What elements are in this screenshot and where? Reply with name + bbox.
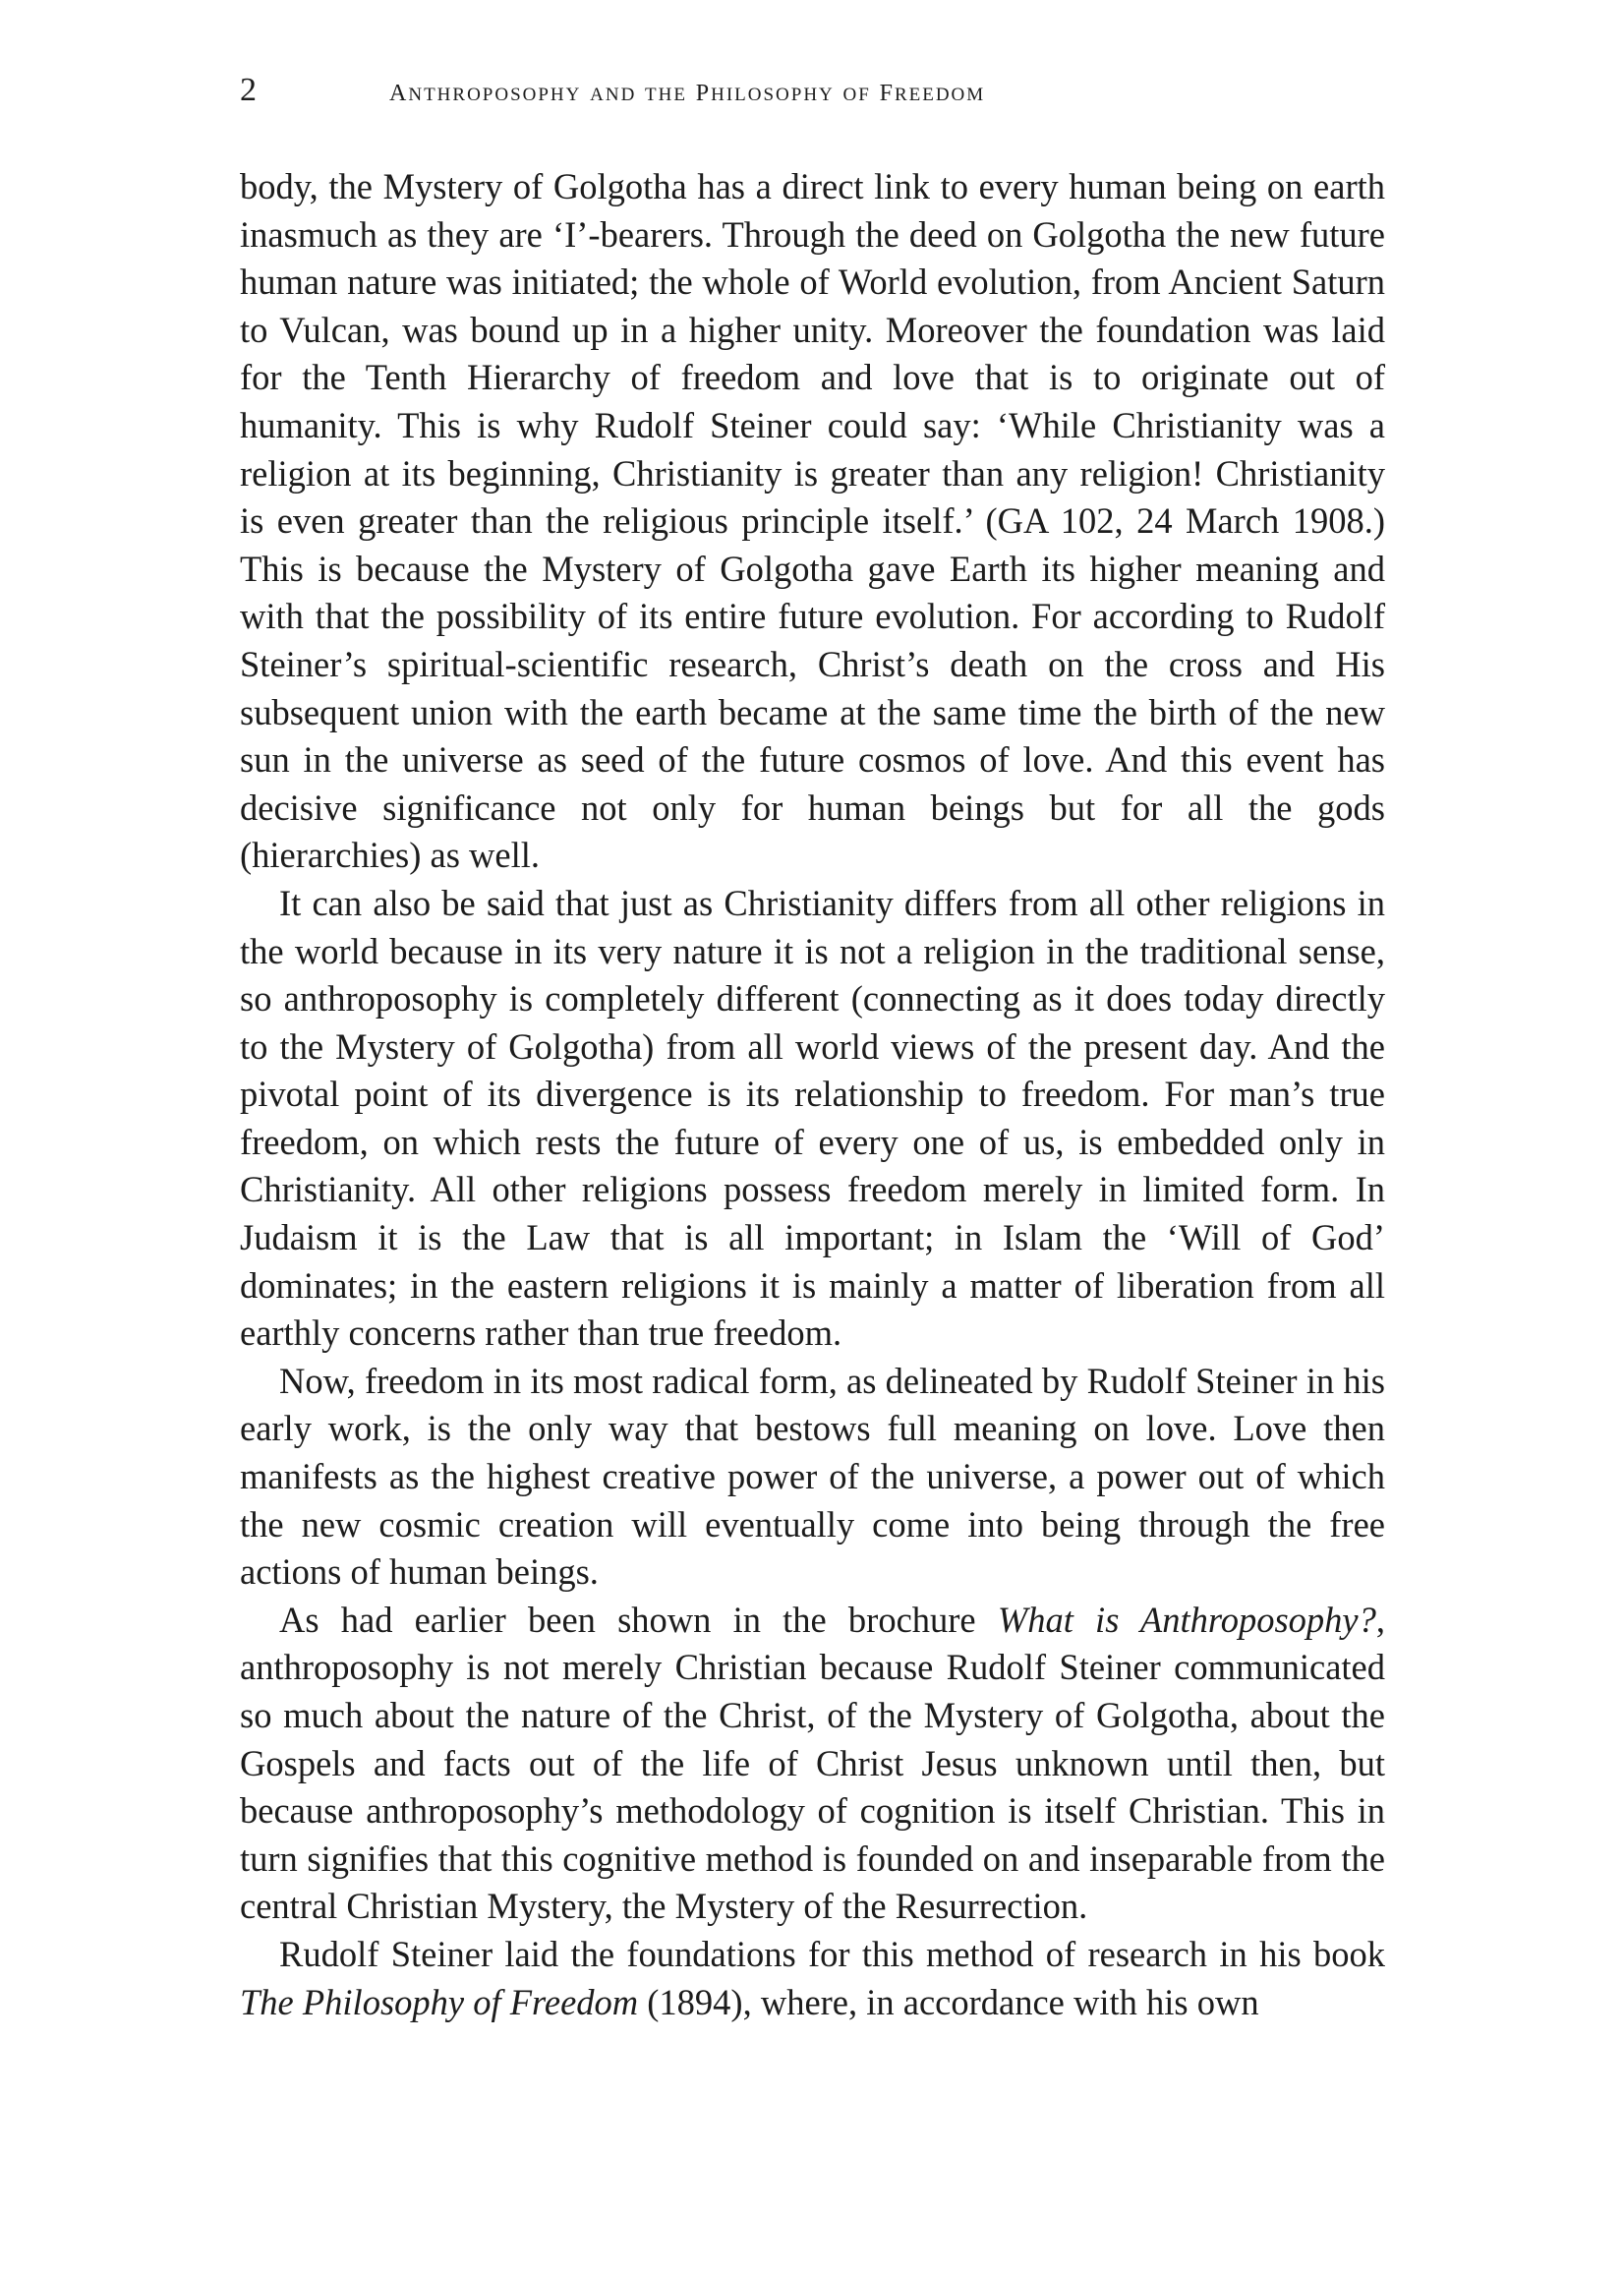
text-run: Rudolf Steiner laid the foundations for this method of research in his book [279, 1933, 1385, 1974]
body-text [240, 163, 1385, 2026]
running-head [240, 67, 1390, 114]
paragraph [240, 1597, 1385, 1931]
book-title-italic: The Philosophy of Freedom [240, 1981, 639, 2022]
text-run: , anthroposophy is not merely Christian because Rudolf Steiner communicated so much about the nature of the Christ, of the Mystery of Golgotha, about the Gospels and facts out of the life of Christ Jesus unknown until then, but because anthroposophy’s methodology of cognition is itself Christian. This in turn signifies that this cognitive method is founded on and inseparable from the central Christian Mystery, the Mystery of the Resurrection. [240, 1599, 1385, 1927]
paragraph [240, 1931, 1385, 2026]
book-title-italic: What is Anthroposophy? [997, 1599, 1376, 1640]
paragraph [240, 163, 1385, 880]
running-title: anthroposophy and the philosophy of freedom [389, 72, 986, 108]
paragraph [240, 880, 1385, 1358]
text-run: It can also be said that just as Christianity differs from all other religions in the world because in its very nature it is not a religion in the traditional sense, so anthroposophy is completely different (connecting as it does today directly to the Mystery of Golgotha) from all world views of the present day. And the pivotal point of its divergence is its relationship to freedom. For man’s true freedom, on which rests the future of every one of us, is embedded only in Christianity. All other religions possess freedom merely in limited form. In Judaism it is the Law that is all important; in Islam the ‘Will of God’ dominates; in the eastern religions it is mainly a matter of liberation from all earthly concerns rather than true freedom. [240, 882, 1385, 1354]
paragraph [240, 1358, 1385, 1597]
text-run: Now, freedom in its most radical form, as delineated by Rudolf Steiner in his early work, is the only way that bestows full meaning on love. Love then manifests as the highest creative power of the universe, a power out of which the new cosmic creation will eventually come into being through the free actions of human beings. [240, 1360, 1385, 1593]
text-run: As had earlier been shown in the brochure [279, 1599, 998, 1640]
text-run: body, the Mystery of Golgotha has a direct link to every human being on earth inasmuch as they are ‘I’-bearers. Through the deed on Golgotha the new future human nature was initiated; the whole of World evolution, from Ancient Saturn to Vulcan, was bound up in a higher unity. Moreover the foundation was laid for the Tenth Hierarchy of freedom and love that is to originate out of humanity. This is why Rudolf Steiner could say: ‘While Christianity was a religion at its beginning, Christianity is greater than any religion! Christianity is even greater than the religious principle itself.’ (GA 102, 24 March 1908.) This is because the Mystery of Golgotha gave Earth its higher meaning and with that the possibility of its entire future evolution. For according to Rudolf Steiner’s spiritual-scientific research, Christ’s death on the cross and His subsequent union with the earth became at the same time the birth of the new sun in the universe as seed of the future cosmos of love. And this event has decisive significance not only for human beings but for all the gods (hierarchies) as well. [240, 166, 1385, 876]
page-number: 2 [240, 72, 257, 108]
text-run: (1894), where, in accordance with his own [638, 1981, 1259, 2022]
